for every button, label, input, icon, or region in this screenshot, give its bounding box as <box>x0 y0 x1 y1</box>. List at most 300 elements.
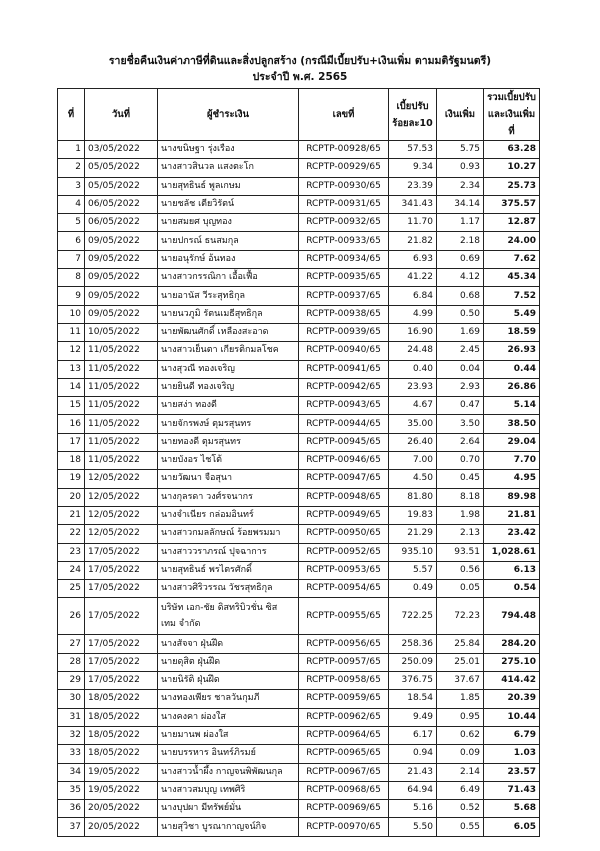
table-row <box>58 360 540 378</box>
row-number: 27 <box>58 635 85 653</box>
row-penalty: 258.36 <box>389 635 437 653</box>
table-row <box>58 598 540 635</box>
row-number: 15 <box>58 397 85 415</box>
row-total: 414.42 <box>484 672 540 690</box>
row-surcharge: 0.68 <box>437 287 484 305</box>
row-number: 20 <box>58 488 85 506</box>
row-surcharge: 25.84 <box>437 635 484 653</box>
row-total: 6.13 <box>484 561 540 579</box>
row-date: 11/05/2022 <box>85 342 158 360</box>
table-row <box>58 214 540 232</box>
row-date: 17/05/2022 <box>85 672 158 690</box>
row-penalty: 250.09 <box>389 653 437 671</box>
row-total: 10.44 <box>484 708 540 726</box>
row-date: 06/05/2022 <box>85 195 158 213</box>
row-payer: นางสาวกรรณิกา เอื้อเฟื้อ <box>158 269 299 287</box>
row-surcharge: 93.51 <box>437 543 484 561</box>
row-surcharge: 0.62 <box>437 726 484 744</box>
row-receipt-number: RCPTP-00928/65 <box>299 141 389 159</box>
row-date: 09/05/2022 <box>85 250 158 268</box>
table-row <box>58 690 540 708</box>
row-payer: นางบุปผา มีทรัพย์มั่น <box>158 800 299 818</box>
row-payer: นางสาวกมลลักษณ์ ร้อยพรมมา <box>158 525 299 543</box>
row-total: 1.03 <box>484 745 540 763</box>
row-penalty: 21.29 <box>389 525 437 543</box>
row-surcharge: 1.98 <box>437 506 484 524</box>
row-date: 17/05/2022 <box>85 635 158 653</box>
row-receipt-number: RCPTP-00958/65 <box>299 672 389 690</box>
row-date: 12/05/2022 <box>85 525 158 543</box>
row-surcharge: 2.93 <box>437 378 484 396</box>
row-number: 12 <box>58 342 85 360</box>
row-date: 05/05/2022 <box>85 159 158 177</box>
row-receipt-number: RCPTP-00953/65 <box>299 561 389 579</box>
row-penalty: 6.84 <box>389 287 437 305</box>
row-number: 10 <box>58 305 85 323</box>
column-header-no: ที่ <box>58 89 85 141</box>
row-total: 23.57 <box>484 763 540 781</box>
row-payer: นางจำเนียร กล่อมอินทร์ <box>158 506 299 524</box>
row-penalty: 35.00 <box>389 415 437 433</box>
table-row <box>58 543 540 561</box>
row-date: 09/05/2022 <box>85 287 158 305</box>
row-date: 17/05/2022 <box>85 580 158 598</box>
row-penalty: 23.93 <box>389 378 437 396</box>
row-total: 5.49 <box>484 305 540 323</box>
row-payer: นายนวภูมิ รัตนเมธีสุทธิกุล <box>158 305 299 323</box>
document-subtitle: ประจำปี พ.ศ. 2565 <box>252 71 348 83</box>
row-penalty: 57.53 <box>389 141 437 159</box>
row-total: 1,028.61 <box>484 543 540 561</box>
row-payer: นางสุวณี ทองเจริญ <box>158 360 299 378</box>
column-header-payer: ผู้ชำระเงิน <box>158 89 299 141</box>
row-payer: นายพัฒนศักดิ์ เหลืองสะอาด <box>158 323 299 341</box>
row-total: 5.68 <box>484 800 540 818</box>
row-date: 09/05/2022 <box>85 232 158 250</box>
row-total: 7.62 <box>484 250 540 268</box>
row-penalty: 26.40 <box>389 433 437 451</box>
row-surcharge: 3.50 <box>437 415 484 433</box>
row-total: 7.52 <box>484 287 540 305</box>
row-receipt-number: RCPTP-00955/65 <box>299 598 389 635</box>
row-surcharge: 0.04 <box>437 360 484 378</box>
row-penalty: 7.00 <box>389 452 437 470</box>
row-penalty: 11.70 <box>389 214 437 232</box>
document-title: รายชื่อคืนเงินค่าภาษีที่ดินและสิ่งปลูกสร้าง (กรณีมีเบี้ยปรับ+เงินเพิ่ม ตามมติรัฐมนตรี) <box>108 55 492 67</box>
row-receipt-number: RCPTP-00950/65 <box>299 525 389 543</box>
row-total: 7.70 <box>484 452 540 470</box>
row-receipt-number: RCPTP-00948/65 <box>299 488 389 506</box>
row-number: 4 <box>58 195 85 213</box>
row-receipt-number: RCPTP-00933/65 <box>299 232 389 250</box>
row-surcharge: 0.09 <box>437 745 484 763</box>
row-surcharge: 1.17 <box>437 214 484 232</box>
row-total: 4.95 <box>484 470 540 488</box>
row-receipt-number: RCPTP-00944/65 <box>299 415 389 433</box>
column-header-date: วันที่ <box>85 89 158 141</box>
row-total: 38.50 <box>484 415 540 433</box>
row-number: 26 <box>58 598 85 635</box>
row-surcharge: 0.69 <box>437 250 484 268</box>
row-date: 11/05/2022 <box>85 378 158 396</box>
column-header-total: รวมเบี้ยปรับ และเงินเพิ่มที่ <box>484 89 540 141</box>
row-total: 26.93 <box>484 342 540 360</box>
row-surcharge: 2.64 <box>437 433 484 451</box>
row-number: 36 <box>58 800 85 818</box>
table-row <box>58 653 540 671</box>
table-row <box>58 781 540 799</box>
row-penalty: 24.48 <box>389 342 437 360</box>
row-date: 06/05/2022 <box>85 214 158 232</box>
table-row <box>58 470 540 488</box>
row-date: 09/05/2022 <box>85 269 158 287</box>
row-receipt-number: RCPTP-00962/65 <box>299 708 389 726</box>
row-surcharge: 0.05 <box>437 580 484 598</box>
row-total: 6.05 <box>484 818 540 836</box>
row-receipt-number: RCPTP-00965/65 <box>299 745 389 763</box>
row-payer: นายปกรณ์ ธนสมกุล <box>158 232 299 250</box>
table-row <box>58 433 540 451</box>
row-surcharge: 0.70 <box>437 452 484 470</box>
row-receipt-number: RCPTP-00935/65 <box>299 269 389 287</box>
row-payer: นายชลัช เตียวิรัตน์ <box>158 195 299 213</box>
row-total: 23.42 <box>484 525 540 543</box>
table-row <box>58 177 540 195</box>
row-penalty: 41.22 <box>389 269 437 287</box>
table-row <box>58 250 540 268</box>
row-number: 7 <box>58 250 85 268</box>
row-penalty: 4.50 <box>389 470 437 488</box>
row-payer: นายวัฒนา จือสุนา <box>158 470 299 488</box>
row-surcharge: 0.93 <box>437 159 484 177</box>
row-receipt-number: RCPTP-00959/65 <box>299 690 389 708</box>
row-surcharge: 2.13 <box>437 525 484 543</box>
row-number: 23 <box>58 543 85 561</box>
row-total: 0.54 <box>484 580 540 598</box>
row-date: 03/05/2022 <box>85 141 158 159</box>
row-payer: นางสาวสินวล แสงตะโก <box>158 159 299 177</box>
row-total: 0.44 <box>484 360 540 378</box>
row-receipt-number: RCPTP-00942/65 <box>299 378 389 396</box>
row-penalty: 5.50 <box>389 818 437 836</box>
row-surcharge: 1.85 <box>437 690 484 708</box>
row-receipt-number: RCPTP-00946/65 <box>299 452 389 470</box>
row-number: 29 <box>58 672 85 690</box>
row-number: 33 <box>58 745 85 763</box>
table-row <box>58 195 540 213</box>
table-row <box>58 269 540 287</box>
table-row <box>58 561 540 579</box>
row-total: 275.10 <box>484 653 540 671</box>
row-number: 8 <box>58 269 85 287</box>
row-payer: นายสุวิชา บูรณากาญจน์กิจ <box>158 818 299 836</box>
table-body <box>58 141 540 837</box>
row-payer: นางขนิษฐา รุ่งเรือง <box>158 141 299 159</box>
row-number: 24 <box>58 561 85 579</box>
row-payer: นายสง่า ทองดี <box>158 397 299 415</box>
row-total: 21.81 <box>484 506 540 524</box>
row-payer: บริษัท เอก-ชัย ดิสทริบิวชั่น ซิส เทม จำกัด <box>158 598 299 635</box>
row-total: 45.34 <box>484 269 540 287</box>
row-receipt-number: RCPTP-00967/65 <box>299 763 389 781</box>
table-row <box>58 726 540 744</box>
row-surcharge: 0.47 <box>437 397 484 415</box>
row-date: 18/05/2022 <box>85 745 158 763</box>
row-payer: นายมานพ ผ่องใส <box>158 726 299 744</box>
row-receipt-number: RCPTP-00943/65 <box>299 397 389 415</box>
row-number: 9 <box>58 287 85 305</box>
row-payer: นายนิรัติ ฝุ่นฝึด <box>158 672 299 690</box>
row-receipt-number: RCPTP-00954/65 <box>299 580 389 598</box>
row-date: 17/05/2022 <box>85 543 158 561</box>
row-surcharge: 2.14 <box>437 763 484 781</box>
row-receipt-number: RCPTP-00939/65 <box>299 323 389 341</box>
row-surcharge: 37.67 <box>437 672 484 690</box>
row-penalty: 722.25 <box>389 598 437 635</box>
row-penalty: 18.54 <box>389 690 437 708</box>
row-penalty: 9.49 <box>389 708 437 726</box>
row-receipt-number: RCPTP-00968/65 <box>299 781 389 799</box>
row-number: 28 <box>58 653 85 671</box>
row-payer: นางสาววราภรณ์ ปุจฉาการ <box>158 543 299 561</box>
table-row <box>58 342 540 360</box>
header-row <box>58 89 540 141</box>
row-surcharge: 0.56 <box>437 561 484 579</box>
row-number: 14 <box>58 378 85 396</box>
row-surcharge: 72.23 <box>437 598 484 635</box>
row-number: 19 <box>58 470 85 488</box>
column-header-surcharge: เงินเพิ่ม <box>437 89 484 141</box>
row-receipt-number: RCPTP-00930/65 <box>299 177 389 195</box>
table-row <box>58 415 540 433</box>
row-number: 13 <box>58 360 85 378</box>
table-row <box>58 525 540 543</box>
row-payer: นางสาวศิริวรรณ วัชรสุทธิกุล <box>158 580 299 598</box>
row-payer: นายบังอร ไชโต้ <box>158 452 299 470</box>
row-date: 20/05/2022 <box>85 818 158 836</box>
row-payer: นายบรรหาร อินทร์ภิรมย์ <box>158 745 299 763</box>
row-penalty: 4.67 <box>389 397 437 415</box>
row-total: 26.86 <box>484 378 540 396</box>
row-receipt-number: RCPTP-00940/65 <box>299 342 389 360</box>
table-row <box>58 287 540 305</box>
row-date: 18/05/2022 <box>85 690 158 708</box>
row-date: 19/05/2022 <box>85 763 158 781</box>
row-number: 1 <box>58 141 85 159</box>
row-receipt-number: RCPTP-00934/65 <box>299 250 389 268</box>
row-date: 12/05/2022 <box>85 488 158 506</box>
table-row <box>58 580 540 598</box>
row-surcharge: 2.18 <box>437 232 484 250</box>
row-total: 71.43 <box>484 781 540 799</box>
row-total: 5.14 <box>484 397 540 415</box>
row-surcharge: 0.52 <box>437 800 484 818</box>
row-date: 17/05/2022 <box>85 561 158 579</box>
row-penalty: 4.99 <box>389 305 437 323</box>
row-surcharge: 4.12 <box>437 269 484 287</box>
row-payer: นางสาวสมบุญ เทพศิริ <box>158 781 299 799</box>
row-date: 11/05/2022 <box>85 415 158 433</box>
row-number: 18 <box>58 452 85 470</box>
row-number: 17 <box>58 433 85 451</box>
row-number: 30 <box>58 690 85 708</box>
table-row <box>58 452 540 470</box>
row-penalty: 0.94 <box>389 745 437 763</box>
row-number: 3 <box>58 177 85 195</box>
table-row <box>58 800 540 818</box>
table-row <box>58 488 540 506</box>
row-total: 24.00 <box>484 232 540 250</box>
row-date: 11/05/2022 <box>85 433 158 451</box>
row-date: 11/05/2022 <box>85 452 158 470</box>
column-header-receipt: เลขที่ <box>299 89 389 141</box>
row-surcharge: 6.49 <box>437 781 484 799</box>
row-receipt-number: RCPTP-00952/65 <box>299 543 389 561</box>
row-date: 12/05/2022 <box>85 470 158 488</box>
row-surcharge: 5.75 <box>437 141 484 159</box>
row-payer: นายอนุรักษ์ อ้นทอง <box>158 250 299 268</box>
row-number: 31 <box>58 708 85 726</box>
table-row <box>58 763 540 781</box>
row-date: 11/05/2022 <box>85 360 158 378</box>
row-receipt-number: RCPTP-00956/65 <box>299 635 389 653</box>
row-number: 22 <box>58 525 85 543</box>
row-receipt-number: RCPTP-00957/65 <box>299 653 389 671</box>
row-penalty: 341.43 <box>389 195 437 213</box>
row-surcharge: 8.18 <box>437 488 484 506</box>
row-number: 21 <box>58 506 85 524</box>
row-date: 10/05/2022 <box>85 323 158 341</box>
row-date: 05/05/2022 <box>85 177 158 195</box>
row-total: 375.57 <box>484 195 540 213</box>
row-receipt-number: RCPTP-00931/65 <box>299 195 389 213</box>
row-surcharge: 2.45 <box>437 342 484 360</box>
row-number: 16 <box>58 415 85 433</box>
row-penalty: 935.10 <box>389 543 437 561</box>
row-date: 18/05/2022 <box>85 726 158 744</box>
row-payer: นางคงคา ผ่องใส <box>158 708 299 726</box>
row-number: 35 <box>58 781 85 799</box>
refund-table <box>57 88 540 837</box>
row-receipt-number: RCPTP-00964/65 <box>299 726 389 744</box>
row-receipt-number: RCPTP-00938/65 <box>299 305 389 323</box>
row-penalty: 21.82 <box>389 232 437 250</box>
row-penalty: 5.16 <box>389 800 437 818</box>
row-payer: นายสมยศ บุญทอง <box>158 214 299 232</box>
table-row <box>58 708 540 726</box>
row-date: 19/05/2022 <box>85 781 158 799</box>
table-row <box>58 506 540 524</box>
row-surcharge: 0.50 <box>437 305 484 323</box>
table-row <box>58 635 540 653</box>
row-penalty: 0.49 <box>389 580 437 598</box>
row-penalty: 81.80 <box>389 488 437 506</box>
row-penalty: 0.40 <box>389 360 437 378</box>
table-row <box>58 305 540 323</box>
row-date: 12/05/2022 <box>85 506 158 524</box>
row-total: 89.98 <box>484 488 540 506</box>
row-payer: นางกุลรดา วงศ์รจนากร <box>158 488 299 506</box>
row-penalty: 16.90 <box>389 323 437 341</box>
row-penalty: 6.17 <box>389 726 437 744</box>
row-date: 17/05/2022 <box>85 653 158 671</box>
row-penalty: 6.93 <box>389 250 437 268</box>
row-total: 25.73 <box>484 177 540 195</box>
row-penalty: 64.94 <box>389 781 437 799</box>
row-total: 794.48 <box>484 598 540 635</box>
row-surcharge: 2.34 <box>437 177 484 195</box>
row-receipt-number: RCPTP-00969/65 <box>299 800 389 818</box>
row-number: 2 <box>58 159 85 177</box>
row-penalty: 19.83 <box>389 506 437 524</box>
row-total: 10.27 <box>484 159 540 177</box>
row-penalty: 23.39 <box>389 177 437 195</box>
row-surcharge: 25.01 <box>437 653 484 671</box>
column-header-penalty: เบี้ยปรับ ร้อยละ10 <box>389 89 437 141</box>
row-surcharge: 0.95 <box>437 708 484 726</box>
row-total: 20.39 <box>484 690 540 708</box>
table-row <box>58 232 540 250</box>
row-receipt-number: RCPTP-00949/65 <box>299 506 389 524</box>
row-number: 32 <box>58 726 85 744</box>
table-row <box>58 818 540 836</box>
row-penalty: 9.34 <box>389 159 437 177</box>
row-date: 18/05/2022 <box>85 708 158 726</box>
row-payer: นางสาวเย็นตา เกียรติกมลโชค <box>158 342 299 360</box>
row-payer: นายยินดี ทองเจริญ <box>158 378 299 396</box>
row-surcharge: 0.45 <box>437 470 484 488</box>
row-date: 09/05/2022 <box>85 305 158 323</box>
row-receipt-number: RCPTP-00947/65 <box>299 470 389 488</box>
row-payer: นายสุทธินธ์ พรไตรศักดิ์ <box>158 561 299 579</box>
table-row <box>58 378 540 396</box>
row-penalty: 376.75 <box>389 672 437 690</box>
row-total: 63.28 <box>484 141 540 159</box>
table-row <box>58 745 540 763</box>
row-payer: นายทองดี ตุมรสุนทร <box>158 433 299 451</box>
row-receipt-number: RCPTP-00929/65 <box>299 159 389 177</box>
row-payer: นายจักรพงษ์ ตุมรสุนทร <box>158 415 299 433</box>
table-row <box>58 672 540 690</box>
row-number: 37 <box>58 818 85 836</box>
row-receipt-number: RCPTP-00941/65 <box>299 360 389 378</box>
row-payer: นายอานัส วีระสุทธิกุล <box>158 287 299 305</box>
row-number: 11 <box>58 323 85 341</box>
table-row <box>58 323 540 341</box>
row-receipt-number: RCPTP-00937/65 <box>299 287 389 305</box>
row-payer: นายดุสิต ฝุ่นฝึด <box>158 653 299 671</box>
row-date: 11/05/2022 <box>85 397 158 415</box>
row-total: 29.04 <box>484 433 540 451</box>
row-number: 6 <box>58 232 85 250</box>
row-surcharge: 34.14 <box>437 195 484 213</box>
row-total: 12.87 <box>484 214 540 232</box>
row-receipt-number: RCPTP-00945/65 <box>299 433 389 451</box>
row-penalty: 5.57 <box>389 561 437 579</box>
row-date: 17/05/2022 <box>85 598 158 635</box>
row-payer: นางทองเพียร ชาลวันกุมภี <box>158 690 299 708</box>
table-row <box>58 159 540 177</box>
row-total: 284.20 <box>484 635 540 653</box>
row-number: 34 <box>58 763 85 781</box>
row-date: 20/05/2022 <box>85 800 158 818</box>
table-row <box>58 397 540 415</box>
row-penalty: 21.43 <box>389 763 437 781</box>
row-surcharge: 0.55 <box>437 818 484 836</box>
row-number: 25 <box>58 580 85 598</box>
row-payer: นางสาวน้ำผึ้ง กาญจนพิพัฒนกุล <box>158 763 299 781</box>
row-receipt-number: RCPTP-00932/65 <box>299 214 389 232</box>
